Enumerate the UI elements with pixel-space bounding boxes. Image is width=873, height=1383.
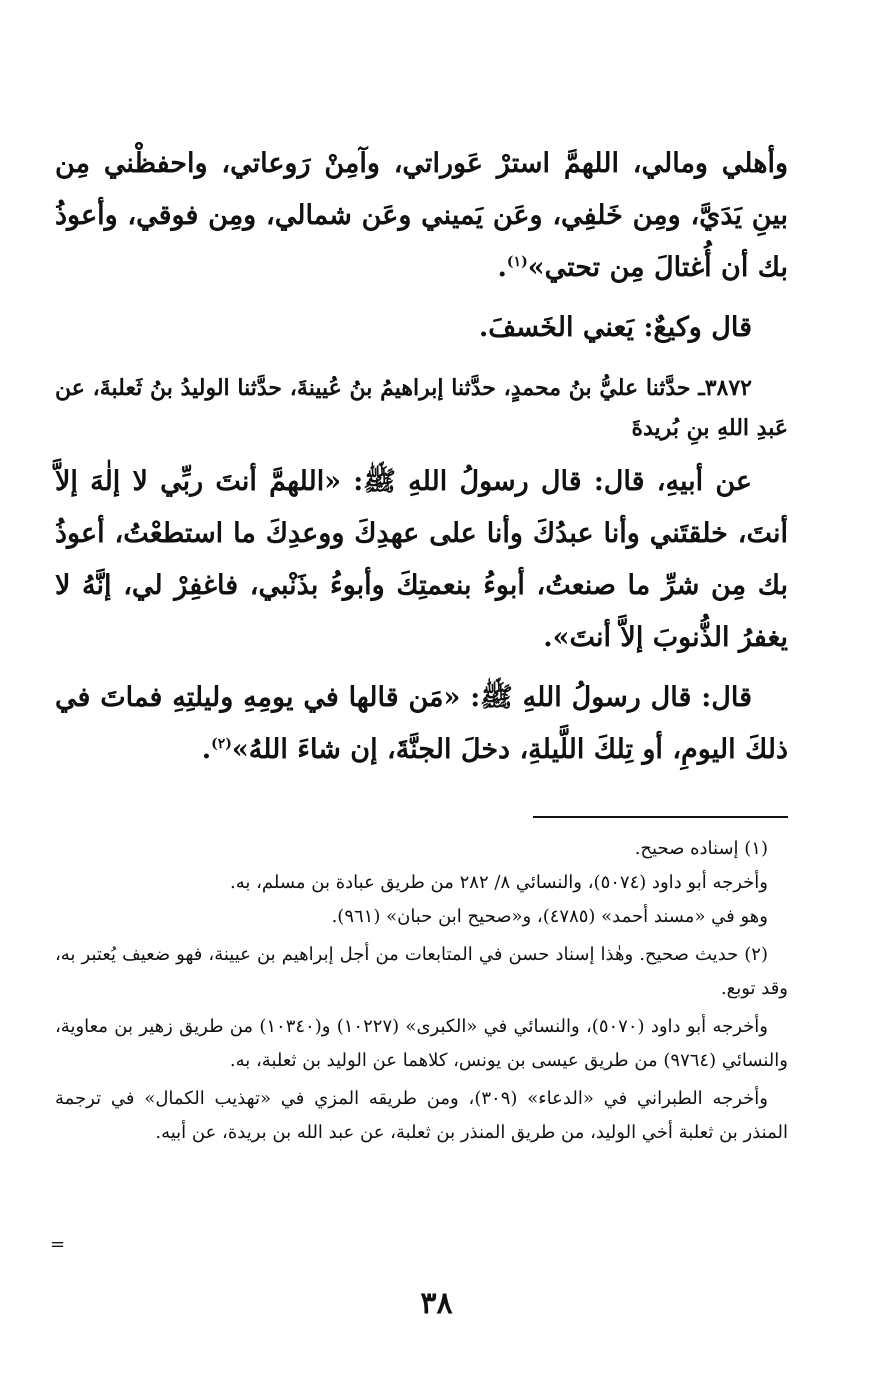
paragraph-1-text: وأهلي ومالي، اللهمَّ استرْ عَوراتي، وآمِنْ رَوعاتي، واحفظْني مِن بينِ يَدَيَّ، ومِن خَلفِي، وعَن يَميني وعَن شمالي، ومِن فوقي، وأعوذُ بك أن أُغتالَ مِن تحتي» bbox=[55, 148, 788, 283]
footnote-ref-2: (٢) bbox=[211, 736, 232, 752]
footnote-2-extra: وأخرجه الطبراني في «الدعاء» (٣٠٩)، ومن طريقه المزي في «تهذيب الكمال» في ترجمة المنذر بن ثعلبة أخي الوليد، من طريق المنذر بن ثعلبة، عن عبد الله بن بريدة، عن أبيه. bbox=[55, 1088, 788, 1143]
continuation-mark: = bbox=[50, 1234, 66, 1255]
main-text bbox=[55, 138, 788, 776]
footnote-separator bbox=[533, 816, 788, 818]
footnote-ref-1: (١) bbox=[506, 254, 528, 270]
footnotes bbox=[55, 832, 788, 1150]
paragraph-2: قال وكيعٌ: يَعني الخَسفَ. bbox=[478, 312, 752, 343]
paragraph-4 bbox=[55, 672, 788, 776]
paragraph-1 bbox=[55, 138, 788, 294]
paragraph-4-end: . bbox=[201, 734, 212, 765]
footnote-1-line: (١) إسناده صحيح. bbox=[634, 838, 768, 859]
paragraph-1-end: . bbox=[497, 252, 507, 283]
page-number: ٣٨ bbox=[420, 1286, 453, 1321]
paragraph-4-text: قال: قال رسولُ اللهِ ﷺ: «مَن قالها في يومِهِ وليلتِهِ فماتَ في ذلكَ اليومِ، أو تِلكَ اللَّيلةِ، دخلَ الجنَّةَ، إن شاءَ اللهُ» bbox=[55, 682, 788, 765]
footnote-2-source: وأخرجه أبو داود (٥٠٧٠)، والنسائي في «الكبرى» (١٠٢٢٧) و(١٠٣٤٠) من طريق زهير بن معاوية، والنسائي (٩٧٦٤) من طريق عيسى بن يونس، كلاهما عن الوليد بن ثعلبة، به. bbox=[55, 1016, 788, 1071]
hadith-chain: ٣٨٧٢ـ حدَّثنا عليُّ بنُ محمدٍ، حدَّثنا إبراهيمُ بنُ عُيينةَ، حدَّثنا الوليدُ بنُ ثَعلبةَ، عن عَبدِ اللهِ بنِ بُريدةَ bbox=[55, 375, 788, 441]
footnote-2-line: (٢) حديث صحيح. وهٰذا إسناد حسن في المتابعات من أجل إبراهيم بن عيينة، فهو ضعيف يُعتبر به، وقد توبع. bbox=[55, 944, 788, 999]
footnote-1-reference: وهو في «مسند أحمد» (٤٧٨٥)، و«صحيح ابن حبان» (٩٦١). bbox=[331, 906, 768, 927]
footnote-1-source: وأخرجه أبو داود (٥٠٧٤)، والنسائي ٨/ ٢٨٢ من طريق عبادة بن مسلم، به. bbox=[230, 872, 768, 893]
hadith-text: عن أبيهِ، قال: قال رسولُ اللهِ ﷺ: «اللهمَّ أنتَ ربِّي لا إلٰهَ إلاَّ أنتَ، خلقتَني وأنا عبدُكَ وأنا على عهدِكَ ووعدِكَ ما استطعْتُ، أعوذُ بك مِن شرِّ ما صنعتُ، أبوءُ بنعمتِكَ وأبوءُ بذَنْبي، فاغفِرْ لي، إنَّهُ لا يغفرُ الذُّنوبَ إلاَّ أنتَ». bbox=[55, 466, 788, 653]
